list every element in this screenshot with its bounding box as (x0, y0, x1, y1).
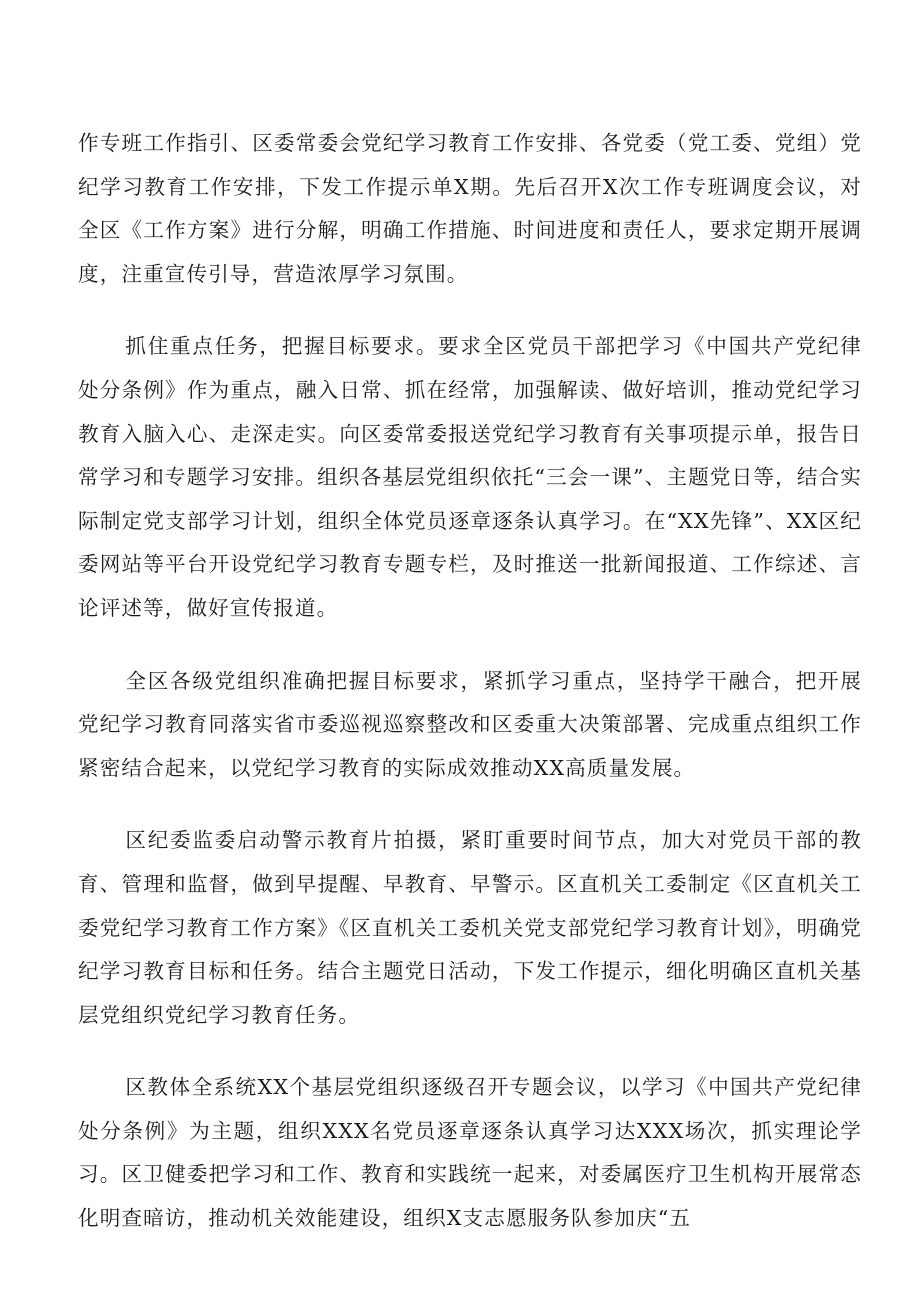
paragraph-4: 区纪委监委启动警示教育片拍摄，紧盯重要时间节点，加大对党员干部的教育、管理和监督，做到早提醒、早教育、早警示。区直机关工委制定《区直机关工委党纪学习教育工作方案》《区直机关工委机关党支部党纪学习教育计划》，明确党纪学习教育目标和任务。结合主题党日活动，下发工作提示，细化明确区直机关基层党组织党纪学习教育任务。 (78, 828, 862, 1027)
paragraph-2: 抓住重点任务，把握目标要求。要求全区党员干部把学习《中国共产党纪律处分条例》作为重点，融入日常、抓在经常，加强解读、做好培训，推动党纪学习教育入脑入心、走深走实。向区委常委报送党纪学习教育有关事项提示单，报告日常学习和专题学习安排。组织各基层党组织依托“三会一课”、主题党日等，结合实际制定党支部学习计划，组织全体党员逐章逐条认真学习。在“XX先锋”、XX区纪委网站等平台开设党纪学习教育专题专栏，及时推送一批新闻报道、工作综述、言论评述等，做好宣传报道。 (78, 334, 862, 620)
document-body (78, 122, 862, 1241)
paragraph-1: 作专班工作指引、区委常委会党纪学习教育工作安排、各党委（党工委、党组）党纪学习教育工作安排，下发工作提示单X期。先后召开X次工作专班调度会议，对全区《工作方案》进行分解，明确工作措施、时间进度和责任人，要求定期开展调度，注重宣传引导，营造浓厚学习氛围。 (78, 131, 862, 286)
paragraph-5: 区教体全系统XX个基层党组织逐级召开专题会议，以学习《中国共产党纪律处分条例》为主题，组织XXX名党员逐章逐条认真学习达XXX场次，抓实理论学习。区卫健委把学习和工作、教育和实践统一起来，对委属医疗卫生机构开展常态化明查暗访，推动机关效能建设，组织X支志愿服务队参加庆“五 (78, 1075, 862, 1231)
paragraph-3: 全区各级党组织准确把握目标要求，紧抓学习重点，坚持学干融合，把开展党纪学习教育同落实省市委巡视巡察整改和区委重大决策部署、完成重点组织工作紧密结合起来，以党纪学习教育的实际成效推动XX高质量发展。 (78, 668, 862, 780)
